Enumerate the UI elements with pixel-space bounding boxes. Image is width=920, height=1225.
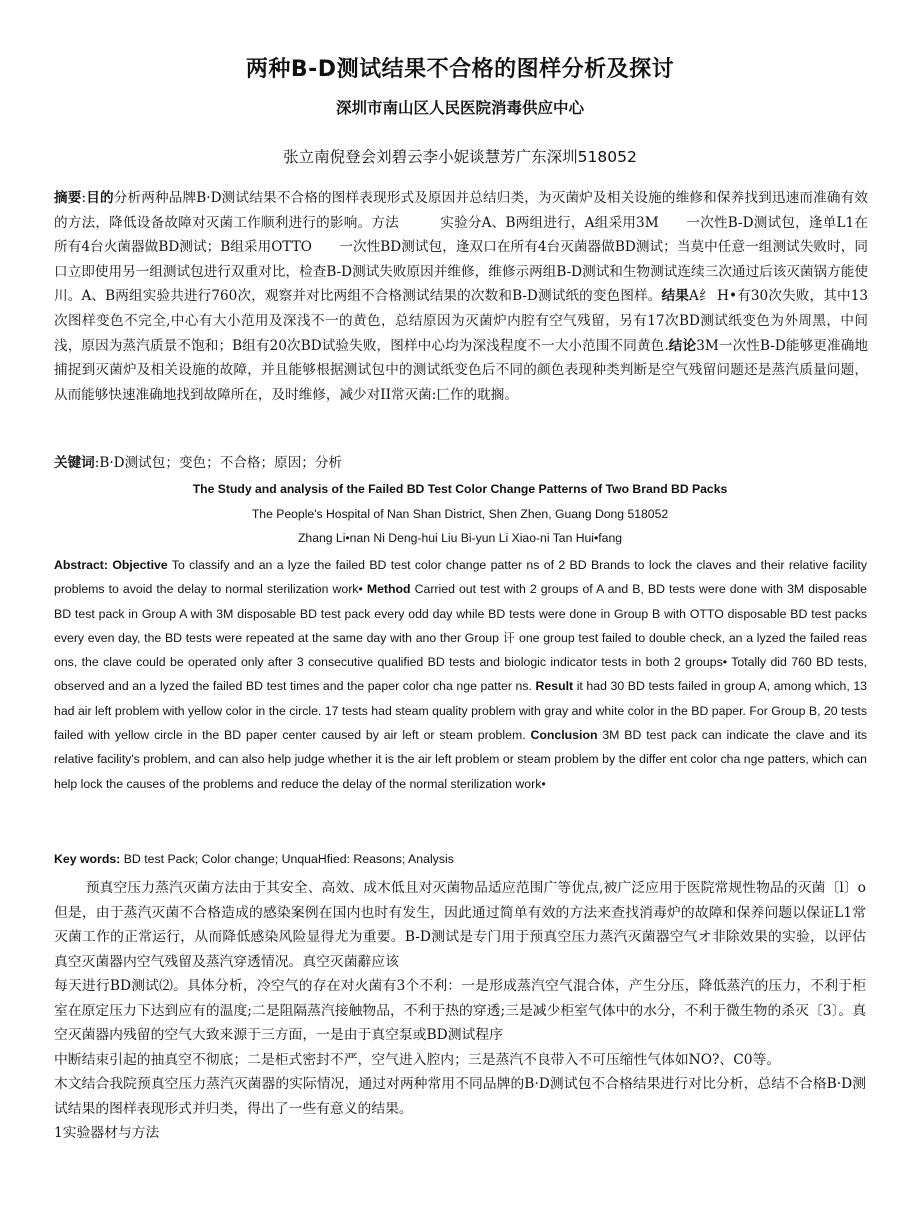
result-en-label: Result [535,679,574,694]
method-en-text: Carried out test with 2 groups of A and B, BD tests were done with 3M disposable BD test pack in Group A with 3M disposable BD test pack every odd day while BD tests were done in Group B with OTTO disposable BD test packs every even day, the BD tests were repeated at the same day with ano ther Group 讦 one group test failed to double check, an a lyzed the failed reas ons, the clave could be operated only after 3 consecutive qualified BD tests and biologic indicator tests in both 2 groups• Totally did 760 BD tests, observed and an a lyzed the failed BD test times and the paper color cha nge patter ns. [54,582,868,694]
result-cn-text: A纟 H•有30次失败，其中13次图样变色不完全,中心有大小范用及深浅不一的黄色，总结原因为灭菌炉内腔有空气残留，另有17次BD测试纸变色为外周黑，中间浅，原因为蒸汽质景不饱和；B组有20次BD试验失败，图样中心均为深浅程度不一大小范围不同黄色. [54,288,869,354]
conclusion-cn-label: 结论 [668,337,697,354]
paper-title-en: The Study and analysis of the Failed BD Test Color Change Patterns of Two Brand BD Packs [192,482,728,496]
keywords-en [54,849,867,869]
conclusion-cn-text: 3M一次性B-D能够更准确地捕捉到灭菌炉及相关设施的故障，并且能够根据测试包中的测试纸变色后不同的颜色表现种类判断是空气残留问题还是蒸汽质量问题，从而能够快速准确地找到故障所在，及时维修，减少对II常灭菌:匚作的耽搁。 [54,337,868,403]
abstract-en-label: Abstract: [54,558,108,572]
authors-cn: 张立南倪登会刘碧云李小妮谈慧芳广东深圳518052 [283,148,637,166]
keywords-en-text: BD test Pack; Color change; UnquaHfied: Reasons; Analysis [120,852,454,866]
abstract-cn-sep: : [81,190,87,206]
institution-cn: 深圳市南山区人民医院消毒供应中心 [335,99,584,117]
objective-en-label: Objective [112,558,168,572]
conclusion-en-label: Conclusion [530,728,598,743]
keywords-cn-label: 关键词 [54,455,95,471]
institution-en: The People's Hospital of Nan Shan District, Shen Zhen, Guang Dong 518052 [251,507,669,521]
keywords-cn-sep: : [94,455,100,471]
keywords-en-label: Key words: [54,852,121,866]
method-en-label: Method [366,582,411,597]
body-paragraph-3: 中断结束引起的抽真空不彻底；二是柜式密封不严，空气进入腔内；三是蒸汽不良带入不可压缩性气体如NO?、C0等。 [54,1051,781,1068]
body-paragraph-1: 预真空压力蒸汽灭菌方法由于其安全、高效、成木低且对灭菌物品适应范围广等优点,被广泛应用于医院常规性物品的灭菌〔l〕o但是，由于蒸汽灭菌不合格造成的感染案例在国内也时有发生，因此通过简单有效的方法来查找消毒炉的故障和保养问题以保证L1常灭菌工作的正常运行，从而降低感染风险显得尤为重要。B-D测试是专门用于预真空压力蒸汽灭菌器空气オ非除效果的实验，以评估真空灭菌器内空气残留及蒸汽穿透情况。真空灭菌辭应该 [54,880,866,970]
section-heading-1: 1实验器材与方法 [54,1125,160,1141]
authors-en: Zhang Li•nan Ni Deng-hui Liu Bi-yun Li Xiao-ni Tan Hui•fang [297,531,623,545]
result-cn-label: 结果 [661,288,690,305]
paper-title-cn: 两种B-D测试结果不合格的图样分析及探讨 [245,57,675,82]
objective-en-text: To classify and an a lyze the failed BD test color change patter ns of 2 BD Brands to lock the claves and their relative facility problems to avoid the delay to normal sterilization work• [54,558,867,597]
body-paragraph-2: 每天进行BD测试⑵。具体分析，冷空气的存在对火菌有3个不利：一是形成蒸汽空气混合体，产生分压，降低蒸汽的压力，不利于柜室在原定压力下达到应有的温度;二是阻隔蒸汽接触物品，不利于热的穿透;三是减少柜室气体中的水分，不利于微生物的杀灭〔3〕。真空灭菌器内残留的空气大致来源于三方面，一是由于真空泵或BD测试程序 [54,978,866,1043]
body-text [54,876,866,1146]
conclusion-en-text: 3M BD test pack can indicate the clave and its relative facility's problem, and can also help judge whether it is the air left problem or steam problem by the differ ent color cha nge patters, which can help lock the causes of the problems and reduce the delay of the normal sterilization work• [54,728,868,791]
keywords-cn-text: B·D测试包；变色；不合格；原因；分析 [99,455,343,471]
abstract-cn [54,186,868,407]
abstract-cn-label: 摘要 [54,190,82,206]
abstract-en [54,553,867,796]
result-en-text: it had 30 BD tests failed in group A, among which, 13 had air left problem with yellow color in the circle. 17 tests had steam quality problem with gray and white color in the BD paper. For Group B, 20 tests failed with yellow circle in the BD paper center caused by air left or steam problem. [54,679,867,743]
body-paragraph-4: 木文结合我院预真空压力蒸汽灭菌器的实际情况，通过对两种常用不同品牌的B·D测试包不合格结果进行对比分析，总结不合格B·D测试结果的图样表现形式并归类，得出了一些有意义的结果。 [54,1076,866,1117]
keywords-cn [54,452,868,474]
objective-cn-text: 分析两种品牌B·D测试结果不合格的图样表现形式及原因并总结归类，为灭菌炉及相关设施的维修和保养找到迅速而准确有效的方法，降低设备故障对灭菌工作顺利进行的影响。方法 实验分A、B两组进行，A组采用3M 一次性B-D测试包，逢单L1在所有4台火菌器做BD测试；B组采用OTTO 一次性BD测试包，逢双口在所有4台灭菌器做BD测试；当莫中任意一组测试失败时，同口立即使用另一组测试包进行双重对比，检查B-D测试失败原因并维修，维修示两组B-D测试和生物测试连续三次通过后该灭菌锅方能使川。A、B两组实验共进行760次，观察并对比两组不合格测试结果的次数和B-D测试纸的变色图样。 [54,190,868,305]
objective-cn-label: 目的 [86,190,114,206]
